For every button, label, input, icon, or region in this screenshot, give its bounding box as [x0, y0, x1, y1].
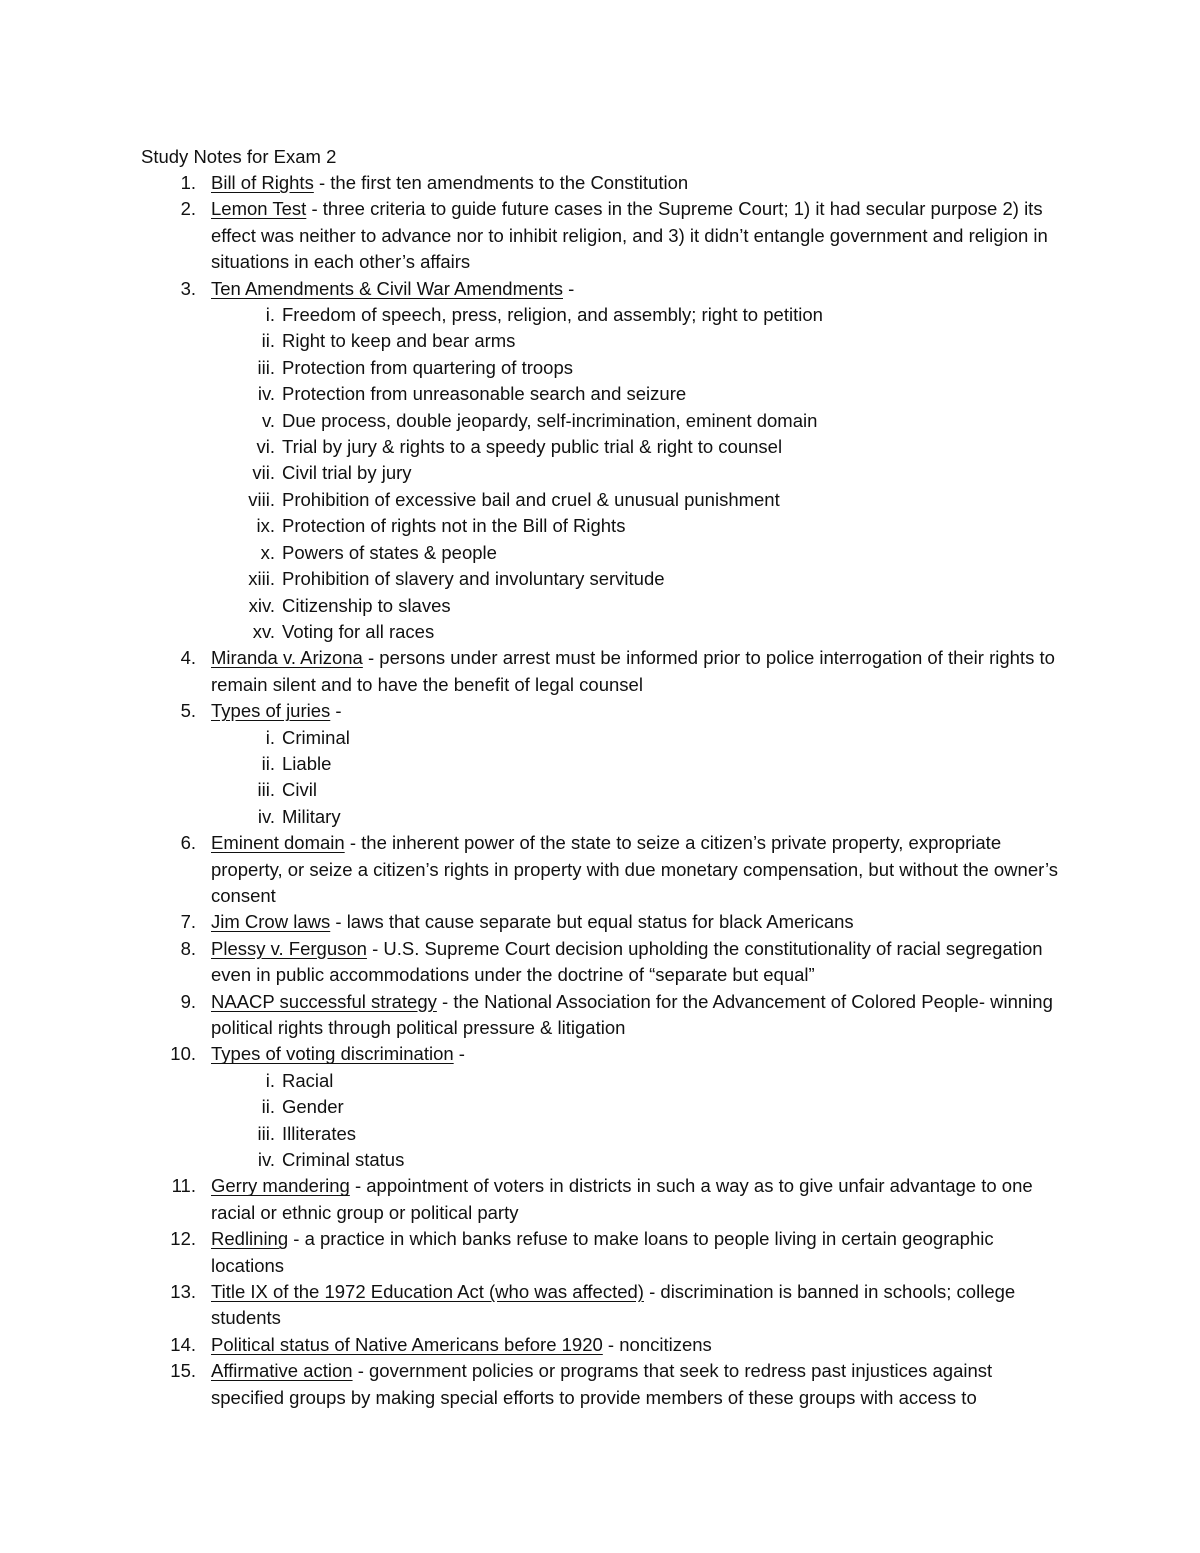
note-separator: - [344, 832, 362, 854]
note-number: 12. [170, 1228, 196, 1250]
notes-list [0, 170, 1200, 1411]
sub-item [0, 1147, 1200, 1173]
sub-item-number: i. [265, 726, 275, 748]
sub-list [0, 1068, 1200, 1174]
sub-item-number: iv. [257, 1149, 275, 1171]
note-definition: U.S. Supreme Court decision upholding the constitutionality of racial segregation even in public accommodations under the doctrine of “separate but equal” [211, 937, 1043, 986]
sub-item [0, 1068, 1200, 1094]
note-separator: - [330, 911, 347, 933]
sub-item-number: ii. [261, 330, 275, 352]
note-body [211, 936, 1066, 989]
note-item [0, 1041, 1200, 1173]
note-separator: - [453, 1043, 465, 1065]
sub-item [0, 540, 1200, 566]
note-item [0, 936, 1200, 989]
sub-item-text: Liable [282, 752, 332, 774]
note-body [211, 698, 1066, 724]
sub-item-number: ix. [256, 515, 275, 537]
sub-item-text: Protection from unreasonable search and seizure [282, 383, 687, 405]
sub-item-number: iv. [257, 805, 275, 827]
note-definition: laws that cause separate but equal status for black Americans [346, 911, 854, 933]
sub-item-number: ii. [261, 752, 275, 774]
sub-item-number: iv. [257, 383, 275, 405]
sub-item-text: Due process, double jeopardy, self-incrimination, eminent domain [282, 409, 818, 431]
sub-item-number: xiii. [248, 568, 275, 590]
sub-item [0, 513, 1200, 539]
sub-item-text: Trial by jury & rights to a speedy public trial & right to counsel [282, 436, 783, 458]
sub-item [0, 777, 1200, 803]
sub-item [0, 725, 1200, 751]
note-definition: appointment of voters in districts in such a way as to give unfair advantage to one racial or ethnic group or political party [211, 1175, 1033, 1223]
note-item [0, 1226, 1200, 1279]
sub-item [0, 328, 1200, 354]
note-separator: - [306, 198, 323, 220]
document-title: Study Notes for Exam 2 [141, 146, 337, 167]
note-term: NAACP successful strategy [211, 990, 437, 1012]
note-body [211, 196, 1066, 275]
note-number: 15. [170, 1360, 196, 1382]
note-separator: - [602, 1333, 620, 1355]
note-item [0, 170, 1200, 196]
sub-item-number: i. [265, 1069, 275, 1091]
sub-item [0, 460, 1200, 486]
note-number: 2. [180, 198, 196, 220]
note-number: 11. [171, 1175, 196, 1197]
sub-item [0, 302, 1200, 328]
sub-item-text: Illiterates [282, 1122, 357, 1144]
sub-item-number: iii. [257, 779, 275, 801]
note-separator: - [288, 1228, 305, 1250]
note-body [211, 170, 1066, 196]
sub-item-text: Civil [282, 779, 317, 801]
note-term: Political status of Native Americans before 1920 [211, 1333, 603, 1355]
note-term: Gerry mandering [211, 1175, 350, 1197]
sub-item-text: Military [282, 805, 341, 827]
note-number: 10. [170, 1043, 196, 1065]
note-item [0, 1173, 1200, 1226]
note-number: 13. [170, 1281, 196, 1303]
note-body [211, 830, 1066, 909]
sub-list [0, 302, 1200, 645]
note-item [0, 698, 1200, 830]
sub-item [0, 355, 1200, 381]
note-definition: government policies or programs that seek to redress past injustices against specified groups by making special efforts to provide members of these groups with access to [211, 1360, 993, 1408]
note-term: Bill of Rights [211, 172, 314, 193]
sub-item-number: ii. [261, 1096, 275, 1118]
note-item [0, 1332, 1200, 1358]
note-term: Plessy v. Ferguson [211, 937, 367, 959]
note-definition: discrimination is banned in schools; college students [211, 1281, 1016, 1329]
sub-item-text: Citizenship to slaves [282, 594, 451, 616]
note-term: Types of voting discrimination [211, 1043, 454, 1065]
note-number: 14. [170, 1333, 196, 1355]
sub-item [0, 434, 1200, 460]
note-definition: persons under arrest must be informed prior to police interrogation of their rights to remain silent and to have the benefit of legal counsel [211, 647, 1055, 695]
sub-item-text: Right to keep and bear arms [282, 330, 516, 352]
note-number: 4. [180, 647, 196, 669]
sub-item-number: x. [260, 541, 275, 563]
sub-item-text: Protection of rights not in the Bill of Rights [282, 515, 626, 537]
sub-item-number: vi. [256, 436, 275, 458]
note-term: Types of juries [211, 700, 331, 722]
note-separator: - [436, 990, 454, 1012]
note-number: 7. [180, 911, 196, 933]
sub-item [0, 804, 1200, 830]
note-item [0, 1279, 1200, 1332]
sub-item-number: v. [261, 409, 275, 431]
sub-item [0, 593, 1200, 619]
note-item [0, 909, 1200, 935]
note-item [0, 830, 1200, 909]
note-item [0, 645, 1200, 698]
note-term: Redlining [211, 1228, 289, 1250]
note-separator: - [366, 937, 384, 959]
note-number: 1. [180, 172, 196, 193]
note-definition: a practice in which banks refuse to make loans to people living in certain geographic locations [211, 1228, 994, 1276]
sub-item-text: Gender [282, 1096, 344, 1118]
note-body [211, 909, 1066, 935]
sub-item [0, 619, 1200, 645]
sub-list [0, 725, 1200, 831]
note-term: Ten Amendments & Civil War Amendments [211, 277, 563, 299]
note-number: 6. [180, 832, 196, 854]
note-term: Jim Crow laws [211, 911, 331, 933]
note-number: 8. [180, 937, 196, 959]
note-definition: three criteria to guide future cases in the Supreme Court; 1) it had secular purpose 2) its effect was neither to advance nor to inhibit religion, and 3) it didn’t entangle government and religion in situations in each other’s affairs [211, 198, 1048, 273]
note-body [211, 276, 1066, 302]
sub-item-text: Civil trial by jury [282, 462, 412, 484]
sub-item-number: iii. [257, 1122, 275, 1144]
sub-item [0, 1121, 1200, 1147]
note-body [211, 1332, 1066, 1358]
sub-item-text: Protection from quartering of troops [282, 356, 574, 378]
sub-item-text: Prohibition of excessive bail and cruel & unusual punishment [282, 488, 780, 510]
sub-item [0, 751, 1200, 777]
note-definition: the first ten amendments to the Constitution [330, 172, 689, 193]
note-term: Miranda v. Arizona [211, 647, 363, 669]
sub-item-text: Freedom of speech, press, religion, and assembly; right to petition [282, 304, 823, 326]
sub-item-text: Voting for all races [282, 620, 435, 642]
note-definition: the National Association for the Advancement of Colored People- winning political rights through political pressure & litigation [211, 990, 1053, 1038]
note-term: Title IX of the 1972 Education Act (who was affected) [211, 1281, 644, 1303]
note-body [211, 989, 1066, 1042]
sub-item-number: xiv. [248, 594, 275, 616]
note-number: 5. [180, 700, 196, 722]
note-separator: - [330, 700, 342, 722]
note-body [211, 1041, 1066, 1067]
note-item [0, 989, 1200, 1042]
sub-item-number: iii. [257, 356, 275, 378]
sub-item [0, 487, 1200, 513]
note-definition: the inherent power of the state to seize a citizen’s private property, expropriate property, or seize a citizen’s rights in property with due monetary compensation, but without the owner’s consent [211, 832, 1058, 906]
sub-item-number: xv. [252, 620, 275, 642]
note-number: 3. [180, 277, 196, 299]
note-body [211, 1279, 1066, 1332]
note-body [211, 1173, 1066, 1226]
note-separator: - [643, 1281, 661, 1303]
note-separator: - [562, 277, 575, 299]
note-item [0, 196, 1200, 275]
note-separator: - [313, 172, 331, 193]
sub-item-text: Criminal [282, 726, 350, 748]
sub-item [0, 1094, 1200, 1120]
sub-item [0, 408, 1200, 434]
note-separator: - [362, 647, 380, 669]
sub-item-number: viii. [248, 488, 275, 510]
note-term: Lemon Test [211, 198, 307, 220]
sub-item-number: i. [265, 304, 275, 326]
note-term: Affirmative action [211, 1360, 353, 1382]
sub-item-text: Prohibition of slavery and involuntary servitude [282, 568, 665, 590]
note-body [211, 645, 1066, 698]
note-number: 9. [180, 990, 196, 1012]
sub-item [0, 566, 1200, 592]
sub-item-text: Criminal status [282, 1149, 405, 1171]
sub-item-text: Racial [282, 1069, 334, 1091]
sub-item [0, 381, 1200, 407]
note-body [211, 1358, 1066, 1411]
note-item [0, 1358, 1200, 1411]
sub-item-text: Powers of states & people [282, 541, 497, 563]
note-definition: noncitizens [619, 1333, 712, 1355]
note-term: Eminent domain [211, 832, 345, 854]
note-body [211, 1226, 1066, 1279]
sub-item-number: vii. [252, 462, 275, 484]
note-separator: - [352, 1360, 370, 1382]
note-separator: - [349, 1175, 367, 1197]
note-item [0, 276, 1200, 646]
